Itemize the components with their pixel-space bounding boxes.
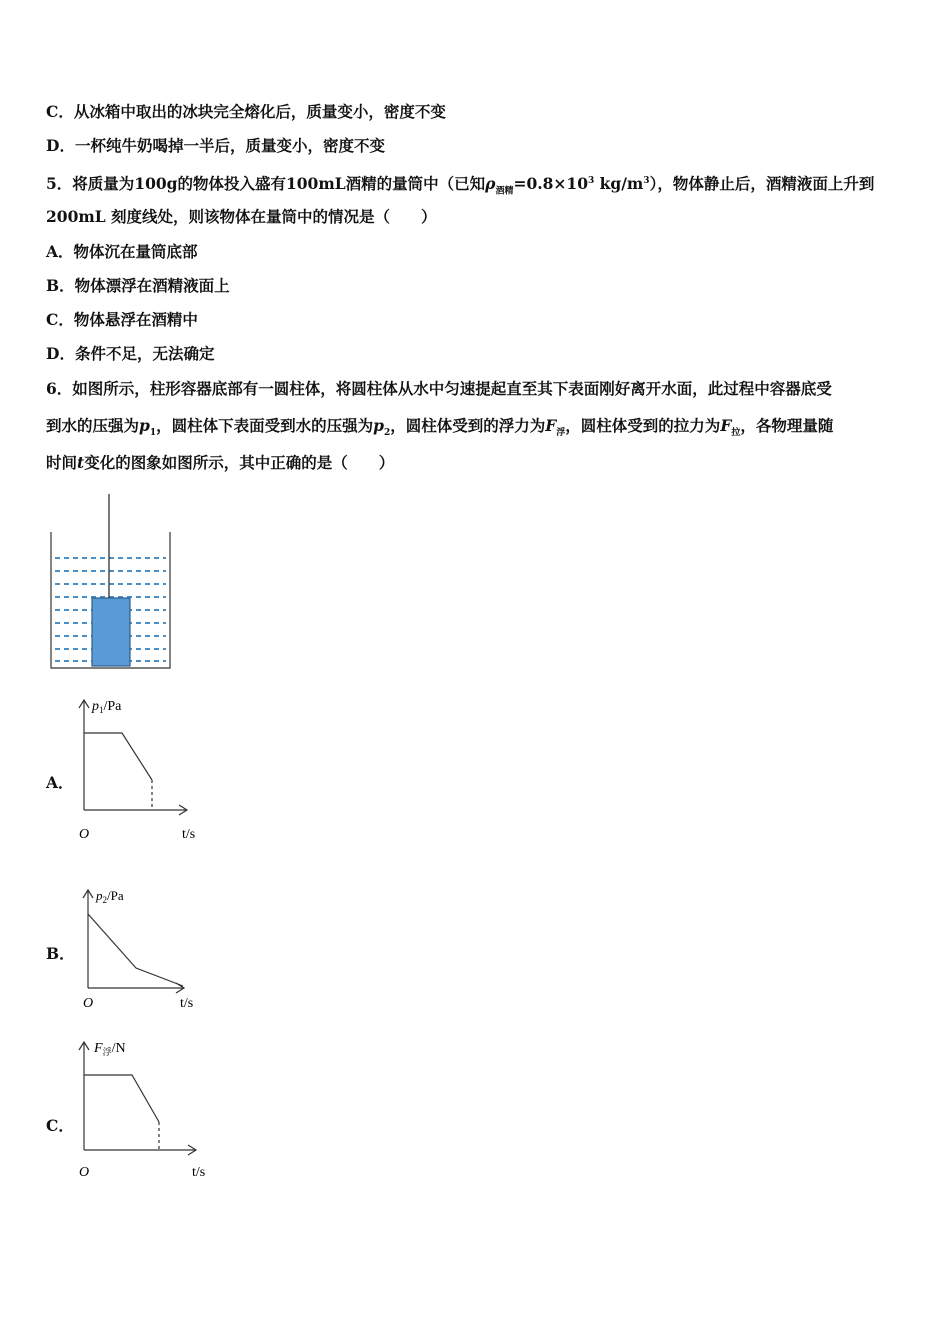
q5-rho-sub: 酒精: [495, 186, 514, 197]
q6-F1-sub: 浮: [556, 428, 566, 439]
q5-stem-line1: [46, 171, 874, 201]
graph-c: [74, 1034, 224, 1184]
q6-p1-sub: 1: [149, 428, 157, 439]
graph-c-letter: C．: [46, 1116, 74, 1135]
q5-part2: ），物体静止后，酒精液面上升到: [649, 174, 875, 194]
q6-l2d: ，圆柱体受到的拉力为: [565, 416, 721, 435]
q6-l3b: 变化的图象如图所示，其中正确的是（ ）: [84, 453, 395, 472]
q6-F2: F: [720, 416, 732, 435]
q6-stem-line3: [46, 453, 394, 473]
q6-p2-sub: 2: [383, 428, 391, 439]
graph-a-ysub: 1: [99, 705, 104, 715]
q5-unit: kg/m: [594, 174, 644, 194]
graph-a-xlabel: t/s: [182, 827, 196, 842]
graph-c-origin: O: [79, 1165, 90, 1180]
graph-c-xlabel: t/s: [192, 1165, 206, 1180]
graph-b-origin: O: [83, 996, 94, 1011]
q5-stem-line2: 200mL 刻度线处，则该物体在量筒中的情况是（ ）: [46, 207, 437, 226]
graph-a-origin: O: [79, 827, 90, 842]
graph-c-ysub: 浮: [102, 1047, 112, 1057]
q5-part1: 5．将质量为100g的物体投入盛有100mL酒精的量筒中（已知: [46, 174, 486, 194]
graph-b-ysub: 2: [102, 895, 107, 905]
graph-b-ylabel: p: [96, 888, 103, 903]
graph-b-yunit: /Pa: [107, 888, 124, 903]
container-figure: [46, 492, 176, 672]
q6-stem-line1: 6．如图所示，柱形容器底部有一圆柱体，将圆柱体从水中匀速提起直至其下表面刚好离开水面，此过程中容器底受: [46, 379, 832, 398]
graph-b: [78, 882, 218, 1012]
cylinder: [92, 598, 130, 666]
q5-value: =0.8×10: [513, 174, 588, 194]
graph-c-yunit: /N: [111, 1041, 126, 1056]
q5-exp: 3: [587, 176, 595, 186]
q6-l2b: ，圆柱体下表面受到水的压强为: [156, 416, 374, 435]
graph-a-yunit: /Pa: [103, 699, 122, 714]
graph-a-ylabel: p: [92, 699, 99, 714]
q6-p2: p: [373, 416, 384, 435]
q5-unit-exp: 3: [643, 176, 650, 186]
q5-rho: ρ: [485, 174, 496, 194]
q5-option-a: A．物体沉在量筒底部: [46, 242, 198, 261]
q5-option-d: D．条件不足，无法确定: [46, 344, 215, 363]
q6-l3a: 时间: [46, 453, 78, 472]
q6-t: t: [77, 453, 85, 472]
graph-c-curve: [84, 1075, 159, 1122]
q4-option-d: D．一杯纯牛奶喝掉一半后，质量变小，密度不变: [46, 136, 385, 155]
q6-F1: F: [545, 416, 557, 435]
q6-l2a: 到水的压强为: [46, 416, 140, 435]
svg-text:p1/Pa: [91, 699, 122, 715]
q6-l2e: ，各物理量随: [740, 416, 834, 435]
svg-text:F浮/N: [93, 1041, 126, 1057]
q6-p1: p: [139, 416, 150, 435]
q6-stem-line2: [46, 416, 833, 443]
graph-b-letter: B．: [46, 944, 75, 963]
q6-F2-sub: 拉: [731, 428, 741, 439]
q4-option-c: C．从冰箱中取出的冰块完全熔化后，质量变小，密度不变: [46, 102, 446, 121]
graph-b-curve: [88, 914, 183, 986]
graph-a: [74, 694, 214, 844]
q5-option-b: B．物体漂浮在酒精液面上: [46, 276, 230, 295]
graph-b-xlabel: t/s: [180, 996, 194, 1011]
svg-text:p2/Pa: [95, 888, 124, 905]
graph-a-curve: [84, 733, 152, 780]
q5-option-c: C．物体悬浮在酒精中: [46, 310, 198, 329]
q6-l2c: ，圆柱体受到的浮力为: [390, 416, 546, 435]
graph-c-ylabel: F: [94, 1041, 103, 1056]
graph-a-letter: A．: [46, 773, 74, 792]
